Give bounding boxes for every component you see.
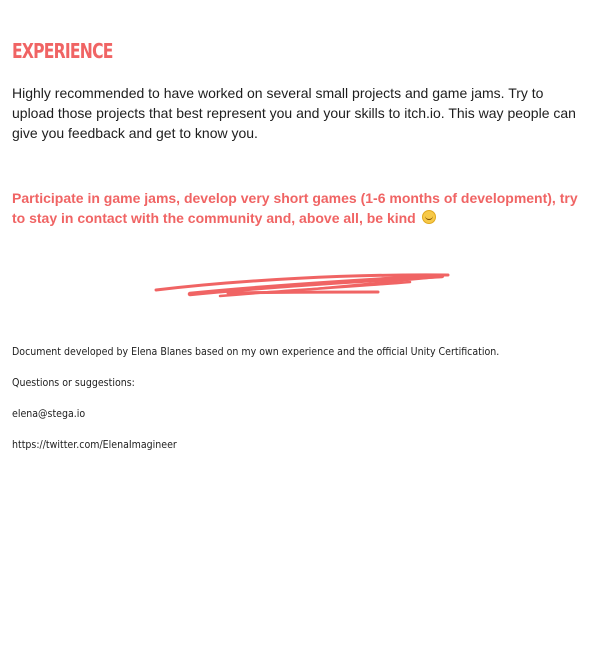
highlight-text: Participate in game jams, develop very short games (1-6 months of development), try to stay in contact with the community and, above all, be kind — [12, 190, 578, 226]
brush-stroke-divider — [150, 262, 455, 306]
questions-label: Questions or suggestions: — [12, 376, 135, 389]
experience-paragraph: Highly recommended to have worked on several small projects and game jams. Try to upload those projects that best represent you and your skills to itch.io. This way people can give you feedback and get to know you. — [12, 85, 576, 141]
footer — [12, 340, 511, 464]
highlight-callout — [12, 188, 587, 228]
section-title: EXPERIENCE — [12, 39, 113, 63]
email-link[interactable]: elena@stega.io — [12, 407, 86, 420]
email-row — [12, 402, 511, 433]
smiling-face-icon — [422, 210, 436, 224]
twitter-row — [12, 433, 511, 464]
credit-text: Document developed by Elena Blanes based on my own experience and the official Unity Certification. — [12, 345, 500, 358]
twitter-link[interactable]: https://twitter.com/ElenaImagineer — [12, 438, 177, 451]
